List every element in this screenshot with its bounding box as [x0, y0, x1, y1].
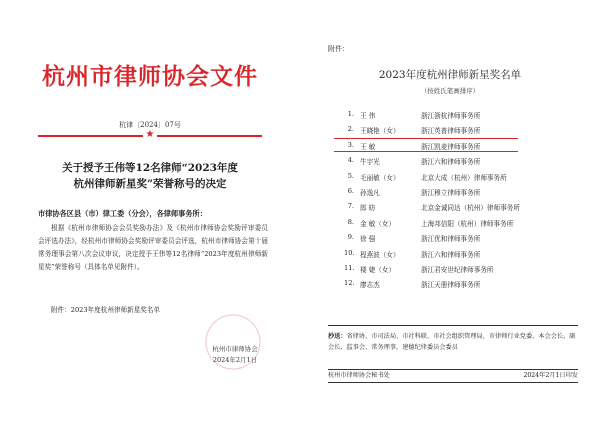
awardee-name: 郎 昉	[360, 204, 376, 213]
star-icon: ★	[143, 129, 157, 141]
awardee-number: 11.	[344, 263, 355, 272]
list-item	[344, 264, 584, 279]
list-subtitle: （按姓氏笔画排序）	[420, 87, 480, 95]
footer-issuer: 杭州市律师协会秘书处	[328, 372, 390, 379]
awardee-firm: 浙江浙杭律师事务所	[421, 112, 481, 120]
awardee-firm: 浙江凯麦律师事务所	[421, 142, 481, 151]
awardee-number: 2.	[347, 125, 354, 134]
attachment-reference: 附件：2023年度杭州律师新星奖名单	[51, 306, 161, 314]
awardee-name: 楼 婕（女）	[360, 265, 396, 274]
awardee-number: 4.	[347, 156, 354, 165]
awardee-number: 9.	[347, 233, 354, 242]
footer-date: 2024年2月1日印发	[523, 372, 578, 379]
awardee-list-page	[300, 0, 600, 424]
list-item	[344, 279, 584, 294]
highlight-bottom-line	[334, 151, 518, 152]
awardee-name: 王 敏	[360, 142, 376, 151]
seal-date: 2024年2月1日	[212, 356, 258, 364]
awardee-number: 10.	[344, 248, 355, 257]
awardee-firm: 浙江优和律师事务所	[421, 235, 481, 244]
awardee-list	[344, 110, 584, 295]
attachment-label: 附件：	[328, 45, 349, 53]
awardee-number: 5.	[347, 171, 354, 180]
awardee-number: 7.	[347, 202, 354, 211]
awardee-name: 牛宇光	[360, 158, 380, 167]
addressee-line: 市律协各区县（市）律工委（分会），各律师事务所：	[38, 209, 207, 218]
document-header-title: 杭州市律师协会文件	[42, 63, 258, 90]
awardee-name: 毛丽敏（女）	[360, 173, 400, 182]
awardee-firm: 浙江英普律师事务所	[421, 127, 481, 136]
awardee-number: 3.	[347, 140, 354, 149]
document-number: 杭律〔2024〕07号	[119, 121, 181, 129]
cc-label: 抄送：	[328, 333, 347, 340]
awardee-name: 王晓艳（女）	[360, 127, 400, 136]
awardee-number: 1.	[347, 110, 354, 118]
awardee-firm: 浙江六和律师事务所	[421, 250, 481, 259]
document-title-line2: 杭州律师新星奖”荣誉称号的决定	[73, 178, 227, 190]
seal-issuer: 杭州市律师协会	[212, 345, 258, 353]
cc-block	[328, 325, 578, 353]
awardee-number: 8.	[347, 217, 354, 226]
highlight-top-line	[334, 138, 518, 139]
awardee-number: 12.	[344, 279, 355, 288]
awardee-name: 金 敏（女）	[360, 219, 396, 228]
document-title	[40, 160, 260, 192]
list-item	[344, 233, 584, 248]
document-title-line1: 关于授予王伟等12名律师“2023年度	[62, 162, 238, 174]
list-item	[344, 187, 584, 202]
list-item	[344, 218, 584, 233]
cc-text: 省律协，市司法局、市社科联、市社会组织管理局、市律师行业党委、本会会长、副会长、监事会、常务理事，建德纪律委员会委员	[328, 333, 576, 351]
list-title: 2023年度杭州律师新星奖名单	[378, 69, 522, 81]
list-item	[344, 141, 584, 156]
awardee-firm: 浙江天册律师事务所	[421, 281, 481, 290]
awardee-firm: 上海邦信阳（杭州）律师事务所	[421, 219, 514, 228]
seal-signature	[190, 344, 280, 366]
awardee-firm: 北京大成（杭州）律师事务所	[421, 173, 507, 182]
awardee-name: 程燕波（女）	[360, 250, 400, 259]
awardee-name: 孙逸凡	[360, 188, 380, 197]
document-body: 根据《杭州市律师协会会员奖励办法》及《杭州市律师协会奖励评审委员会评选办法》，经杭州市律师协会奖励评审委员会评选，杭州市律师协会第十届常务理事会第八次会议审议，决定授予王伟等12名律师“2023年度杭州律师新星奖”荣誉称号（具体名单见附件）。	[38, 224, 268, 271]
awardee-name: 王 伟	[360, 112, 376, 120]
list-item	[344, 249, 584, 264]
awardee-firm: 北京金诚同达（杭州）律师事务所	[421, 204, 520, 213]
list-item	[344, 202, 584, 217]
awardee-name: 徐 强	[360, 235, 376, 244]
awardee-name: 廖志杰	[360, 281, 380, 290]
awardee-firm: 浙江君安世纪律师事务所	[421, 265, 494, 274]
awardee-firm: 浙江六和律师事务所	[421, 158, 481, 167]
list-item	[344, 172, 584, 187]
awardee-firm: 浙江穆立律师事务所	[421, 188, 481, 197]
issuance-footer	[328, 369, 578, 383]
list-item	[344, 156, 584, 171]
awardee-number: 6.	[347, 186, 354, 195]
list-item	[344, 110, 584, 125]
